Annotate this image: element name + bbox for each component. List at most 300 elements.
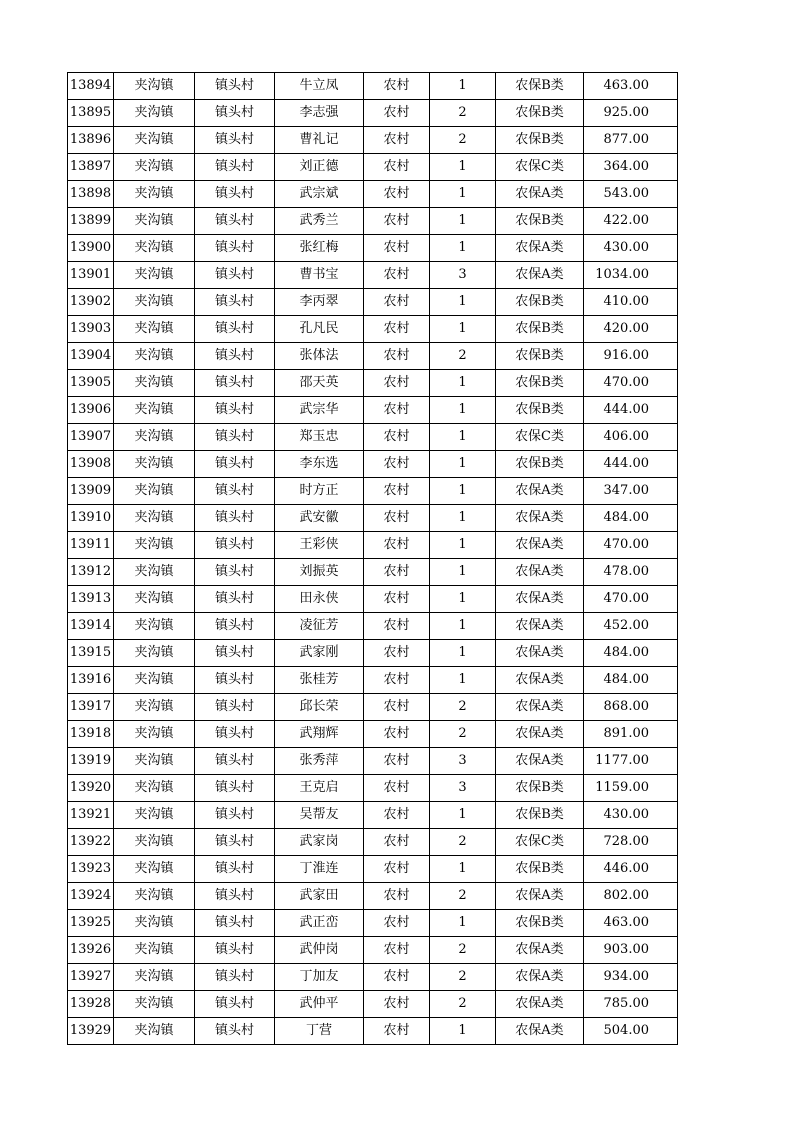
cell-person-name: 曹书宝: [275, 262, 364, 289]
cell-household-type: 农村: [364, 964, 430, 991]
cell-village: 镇头村: [195, 829, 275, 856]
cell-person-name: 邱长荣: [275, 694, 364, 721]
cell-amount: 430.00: [584, 235, 678, 262]
cell-town: 夹沟镇: [114, 829, 195, 856]
cell-record-id: 13927: [68, 964, 114, 991]
cell-person-count: 1: [430, 370, 496, 397]
cell-amount: 802.00: [584, 883, 678, 910]
cell-village: 镇头村: [195, 586, 275, 613]
cell-town: 夹沟镇: [114, 559, 195, 586]
cell-insurance-category: 农保B类: [496, 127, 584, 154]
cell-person-count: 1: [430, 73, 496, 100]
cell-person-count: 1: [430, 532, 496, 559]
cell-record-id: 13928: [68, 991, 114, 1018]
cell-person-count: 2: [430, 343, 496, 370]
cell-insurance-category: 农保A类: [496, 532, 584, 559]
cell-person-name: 孔凡民: [275, 316, 364, 343]
table-row: [68, 208, 678, 235]
cell-person-count: 1: [430, 640, 496, 667]
cell-village: 镇头村: [195, 964, 275, 991]
cell-person-count: 1: [430, 451, 496, 478]
cell-person-count: 2: [430, 964, 496, 991]
cell-person-count: 1: [430, 154, 496, 181]
table-row: [68, 532, 678, 559]
cell-village: 镇头村: [195, 613, 275, 640]
cell-town: 夹沟镇: [114, 397, 195, 424]
table-row: [68, 667, 678, 694]
cell-town: 夹沟镇: [114, 667, 195, 694]
cell-person-name: 武秀兰: [275, 208, 364, 235]
cell-town: 夹沟镇: [114, 748, 195, 775]
cell-amount: 1177.00: [584, 748, 678, 775]
cell-person-count: 3: [430, 775, 496, 802]
cell-amount: 446.00: [584, 856, 678, 883]
table-row: [68, 73, 678, 100]
cell-record-id: 13925: [68, 910, 114, 937]
cell-household-type: 农村: [364, 370, 430, 397]
cell-record-id: 13907: [68, 424, 114, 451]
cell-village: 镇头村: [195, 424, 275, 451]
cell-insurance-category: 农保A类: [496, 883, 584, 910]
cell-person-count: 1: [430, 1018, 496, 1045]
cell-town: 夹沟镇: [114, 451, 195, 478]
table-row: [68, 316, 678, 343]
table-row: [68, 937, 678, 964]
cell-amount: 728.00: [584, 829, 678, 856]
cell-record-id: 13909: [68, 478, 114, 505]
cell-household-type: 农村: [364, 559, 430, 586]
cell-record-id: 13911: [68, 532, 114, 559]
cell-household-type: 农村: [364, 586, 430, 613]
cell-village: 镇头村: [195, 478, 275, 505]
cell-insurance-category: 农保A类: [496, 478, 584, 505]
cell-town: 夹沟镇: [114, 235, 195, 262]
cell-insurance-category: 农保A类: [496, 964, 584, 991]
cell-person-name: 曹礼记: [275, 127, 364, 154]
cell-person-name: 武家刚: [275, 640, 364, 667]
cell-town: 夹沟镇: [114, 694, 195, 721]
cell-insurance-category: 农保A类: [496, 640, 584, 667]
cell-household-type: 农村: [364, 181, 430, 208]
cell-person-count: 2: [430, 829, 496, 856]
cell-person-name: 张秀萍: [275, 748, 364, 775]
cell-insurance-category: 农保B类: [496, 100, 584, 127]
cell-town: 夹沟镇: [114, 721, 195, 748]
cell-town: 夹沟镇: [114, 883, 195, 910]
cell-record-id: 13898: [68, 181, 114, 208]
table-row: [68, 343, 678, 370]
cell-person-name: 王克启: [275, 775, 364, 802]
cell-household-type: 农村: [364, 694, 430, 721]
table-row: [68, 829, 678, 856]
cell-household-type: 农村: [364, 1018, 430, 1045]
cell-village: 镇头村: [195, 883, 275, 910]
cell-insurance-category: 农保C类: [496, 424, 584, 451]
cell-record-id: 13910: [68, 505, 114, 532]
cell-village: 镇头村: [195, 1018, 275, 1045]
cell-person-count: 1: [430, 613, 496, 640]
cell-person-count: 1: [430, 586, 496, 613]
cell-town: 夹沟镇: [114, 370, 195, 397]
cell-town: 夹沟镇: [114, 964, 195, 991]
cell-insurance-category: 农保A类: [496, 613, 584, 640]
table-row: [68, 397, 678, 424]
cell-town: 夹沟镇: [114, 937, 195, 964]
cell-household-type: 农村: [364, 883, 430, 910]
cell-insurance-category: 农保A类: [496, 991, 584, 1018]
cell-town: 夹沟镇: [114, 127, 195, 154]
data-table: [67, 72, 678, 1045]
cell-person-count: 1: [430, 397, 496, 424]
cell-household-type: 农村: [364, 154, 430, 181]
cell-person-name: 邵天英: [275, 370, 364, 397]
cell-amount: 470.00: [584, 586, 678, 613]
cell-record-id: 13918: [68, 721, 114, 748]
cell-record-id: 13914: [68, 613, 114, 640]
cell-person-name: 武仲岗: [275, 937, 364, 964]
cell-village: 镇头村: [195, 640, 275, 667]
cell-person-name: 张体法: [275, 343, 364, 370]
table-row: [68, 802, 678, 829]
cell-household-type: 农村: [364, 316, 430, 343]
cell-person-count: 1: [430, 667, 496, 694]
cell-village: 镇头村: [195, 937, 275, 964]
cell-village: 镇头村: [195, 208, 275, 235]
cell-amount: 934.00: [584, 964, 678, 991]
cell-person-name: 时方正: [275, 478, 364, 505]
cell-insurance-category: 农保A类: [496, 181, 584, 208]
cell-amount: 422.00: [584, 208, 678, 235]
cell-town: 夹沟镇: [114, 262, 195, 289]
cell-household-type: 农村: [364, 829, 430, 856]
cell-insurance-category: 农保A类: [496, 694, 584, 721]
cell-person-name: 李志强: [275, 100, 364, 127]
cell-insurance-category: 农保C类: [496, 154, 584, 181]
cell-village: 镇头村: [195, 505, 275, 532]
cell-insurance-category: 农保B类: [496, 208, 584, 235]
cell-person-name: 武翔辉: [275, 721, 364, 748]
cell-town: 夹沟镇: [114, 640, 195, 667]
cell-record-id: 13906: [68, 397, 114, 424]
cell-record-id: 13908: [68, 451, 114, 478]
cell-record-id: 13926: [68, 937, 114, 964]
cell-town: 夹沟镇: [114, 775, 195, 802]
cell-town: 夹沟镇: [114, 910, 195, 937]
cell-record-id: 13916: [68, 667, 114, 694]
cell-person-count: 2: [430, 991, 496, 1018]
cell-record-id: 13901: [68, 262, 114, 289]
cell-person-name: 李东选: [275, 451, 364, 478]
cell-amount: 478.00: [584, 559, 678, 586]
cell-insurance-category: 农保A类: [496, 559, 584, 586]
cell-household-type: 农村: [364, 127, 430, 154]
cell-town: 夹沟镇: [114, 100, 195, 127]
cell-household-type: 农村: [364, 100, 430, 127]
cell-town: 夹沟镇: [114, 505, 195, 532]
cell-insurance-category: 农保A类: [496, 748, 584, 775]
cell-household-type: 农村: [364, 208, 430, 235]
cell-household-type: 农村: [364, 667, 430, 694]
cell-person-name: 牛立凤: [275, 73, 364, 100]
cell-person-name: 凌征芳: [275, 613, 364, 640]
cell-insurance-category: 农保B类: [496, 397, 584, 424]
cell-village: 镇头村: [195, 775, 275, 802]
cell-town: 夹沟镇: [114, 316, 195, 343]
cell-person-name: 张红梅: [275, 235, 364, 262]
cell-town: 夹沟镇: [114, 991, 195, 1018]
cell-household-type: 农村: [364, 73, 430, 100]
cell-village: 镇头村: [195, 748, 275, 775]
table-row: [68, 1018, 678, 1045]
cell-household-type: 农村: [364, 235, 430, 262]
cell-amount: 1034.00: [584, 262, 678, 289]
cell-record-id: 13900: [68, 235, 114, 262]
cell-person-name: 郑玉忠: [275, 424, 364, 451]
table-row: [68, 505, 678, 532]
cell-insurance-category: 农保B类: [496, 316, 584, 343]
cell-village: 镇头村: [195, 262, 275, 289]
cell-amount: 543.00: [584, 181, 678, 208]
cell-household-type: 农村: [364, 748, 430, 775]
cell-town: 夹沟镇: [114, 208, 195, 235]
cell-household-type: 农村: [364, 478, 430, 505]
cell-amount: 484.00: [584, 667, 678, 694]
cell-person-count: 2: [430, 937, 496, 964]
cell-insurance-category: 农保B类: [496, 910, 584, 937]
cell-household-type: 农村: [364, 721, 430, 748]
cell-amount: 470.00: [584, 370, 678, 397]
cell-person-name: 丁加友: [275, 964, 364, 991]
cell-record-id: 13895: [68, 100, 114, 127]
cell-record-id: 13913: [68, 586, 114, 613]
table-row: [68, 856, 678, 883]
cell-household-type: 农村: [364, 532, 430, 559]
cell-person-count: 1: [430, 208, 496, 235]
cell-record-id: 13929: [68, 1018, 114, 1045]
cell-amount: 463.00: [584, 73, 678, 100]
cell-insurance-category: 农保B类: [496, 775, 584, 802]
cell-insurance-category: 农保B类: [496, 856, 584, 883]
cell-town: 夹沟镇: [114, 532, 195, 559]
cell-insurance-category: 农保A类: [496, 721, 584, 748]
cell-household-type: 农村: [364, 397, 430, 424]
cell-record-id: 13894: [68, 73, 114, 100]
cell-record-id: 13899: [68, 208, 114, 235]
cell-person-name: 武正峦: [275, 910, 364, 937]
cell-amount: 470.00: [584, 532, 678, 559]
cell-person-name: 刘振英: [275, 559, 364, 586]
table-row: [68, 721, 678, 748]
cell-household-type: 农村: [364, 775, 430, 802]
cell-insurance-category: 农保A类: [496, 937, 584, 964]
cell-amount: 444.00: [584, 397, 678, 424]
cell-record-id: 13902: [68, 289, 114, 316]
cell-record-id: 13903: [68, 316, 114, 343]
cell-amount: 364.00: [584, 154, 678, 181]
cell-village: 镇头村: [195, 451, 275, 478]
cell-person-name: 张桂芳: [275, 667, 364, 694]
table-row: [68, 451, 678, 478]
cell-insurance-category: 农保B类: [496, 370, 584, 397]
cell-town: 夹沟镇: [114, 586, 195, 613]
cell-person-count: 1: [430, 478, 496, 505]
cell-household-type: 农村: [364, 505, 430, 532]
cell-person-name: 武宗斌: [275, 181, 364, 208]
cell-amount: 347.00: [584, 478, 678, 505]
cell-insurance-category: 农保B类: [496, 343, 584, 370]
cell-amount: 452.00: [584, 613, 678, 640]
table-row: [68, 991, 678, 1018]
cell-town: 夹沟镇: [114, 613, 195, 640]
cell-village: 镇头村: [195, 73, 275, 100]
cell-person-name: 李丙翠: [275, 289, 364, 316]
cell-record-id: 13912: [68, 559, 114, 586]
cell-amount: 891.00: [584, 721, 678, 748]
table-row: [68, 559, 678, 586]
cell-town: 夹沟镇: [114, 289, 195, 316]
table-row: [68, 478, 678, 505]
cell-amount: 504.00: [584, 1018, 678, 1045]
cell-record-id: 13905: [68, 370, 114, 397]
cell-record-id: 13923: [68, 856, 114, 883]
cell-town: 夹沟镇: [114, 424, 195, 451]
cell-town: 夹沟镇: [114, 181, 195, 208]
cell-person-count: 2: [430, 100, 496, 127]
cell-village: 镇头村: [195, 721, 275, 748]
cell-village: 镇头村: [195, 343, 275, 370]
table-row: [68, 154, 678, 181]
cell-amount: 406.00: [584, 424, 678, 451]
cell-town: 夹沟镇: [114, 478, 195, 505]
cell-village: 镇头村: [195, 910, 275, 937]
cell-person-name: 吴帮友: [275, 802, 364, 829]
cell-amount: 925.00: [584, 100, 678, 127]
table-row: [68, 262, 678, 289]
cell-amount: 484.00: [584, 640, 678, 667]
cell-person-count: 1: [430, 856, 496, 883]
cell-person-name: 武宗华: [275, 397, 364, 424]
cell-village: 镇头村: [195, 559, 275, 586]
cell-amount: 1159.00: [584, 775, 678, 802]
table-row: [68, 424, 678, 451]
cell-record-id: 13924: [68, 883, 114, 910]
cell-record-id: 13915: [68, 640, 114, 667]
cell-household-type: 农村: [364, 262, 430, 289]
cell-person-name: 王彩侠: [275, 532, 364, 559]
cell-person-count: 2: [430, 694, 496, 721]
cell-insurance-category: 农保B类: [496, 802, 584, 829]
cell-person-count: 1: [430, 235, 496, 262]
cell-person-name: 田永侠: [275, 586, 364, 613]
cell-village: 镇头村: [195, 100, 275, 127]
cell-village: 镇头村: [195, 397, 275, 424]
table-row: [68, 775, 678, 802]
cell-person-count: 1: [430, 559, 496, 586]
cell-household-type: 农村: [364, 856, 430, 883]
cell-person-count: 1: [430, 289, 496, 316]
cell-person-name: 丁营: [275, 1018, 364, 1045]
cell-insurance-category: 农保A类: [496, 586, 584, 613]
cell-town: 夹沟镇: [114, 802, 195, 829]
cell-household-type: 农村: [364, 424, 430, 451]
table-row: [68, 586, 678, 613]
cell-village: 镇头村: [195, 181, 275, 208]
cell-insurance-category: 农保B类: [496, 451, 584, 478]
cell-person-name: 武安徽: [275, 505, 364, 532]
table-row: [68, 181, 678, 208]
table-row: [68, 613, 678, 640]
table-row: [68, 100, 678, 127]
cell-record-id: 13904: [68, 343, 114, 370]
cell-town: 夹沟镇: [114, 856, 195, 883]
cell-insurance-category: 农保B类: [496, 289, 584, 316]
cell-person-count: 1: [430, 181, 496, 208]
cell-village: 镇头村: [195, 235, 275, 262]
table-row: [68, 910, 678, 937]
cell-person-name: 刘正德: [275, 154, 364, 181]
cell-amount: 916.00: [584, 343, 678, 370]
cell-person-count: 1: [430, 316, 496, 343]
cell-household-type: 农村: [364, 910, 430, 937]
cell-person-name: 武家岗: [275, 829, 364, 856]
cell-village: 镇头村: [195, 316, 275, 343]
cell-village: 镇头村: [195, 802, 275, 829]
cell-person-count: 2: [430, 721, 496, 748]
cell-insurance-category: 农保C类: [496, 829, 584, 856]
cell-village: 镇头村: [195, 532, 275, 559]
cell-village: 镇头村: [195, 667, 275, 694]
table-row: [68, 640, 678, 667]
cell-record-id: 13896: [68, 127, 114, 154]
table-row: [68, 694, 678, 721]
cell-person-count: 1: [430, 802, 496, 829]
cell-household-type: 农村: [364, 289, 430, 316]
cell-amount: 463.00: [584, 910, 678, 937]
cell-household-type: 农村: [364, 991, 430, 1018]
cell-village: 镇头村: [195, 694, 275, 721]
cell-town: 夹沟镇: [114, 1018, 195, 1045]
cell-insurance-category: 农保A类: [496, 235, 584, 262]
cell-person-count: 1: [430, 505, 496, 532]
cell-person-name: 武仲平: [275, 991, 364, 1018]
cell-record-id: 13921: [68, 802, 114, 829]
cell-household-type: 农村: [364, 802, 430, 829]
cell-household-type: 农村: [364, 640, 430, 667]
cell-town: 夹沟镇: [114, 73, 195, 100]
cell-amount: 430.00: [584, 802, 678, 829]
cell-town: 夹沟镇: [114, 343, 195, 370]
cell-amount: 785.00: [584, 991, 678, 1018]
cell-household-type: 农村: [364, 613, 430, 640]
cell-amount: 484.00: [584, 505, 678, 532]
cell-village: 镇头村: [195, 370, 275, 397]
cell-insurance-category: 农保A类: [496, 1018, 584, 1045]
table-row: [68, 289, 678, 316]
cell-person-count: 2: [430, 127, 496, 154]
cell-record-id: 13920: [68, 775, 114, 802]
cell-village: 镇头村: [195, 127, 275, 154]
cell-household-type: 农村: [364, 343, 430, 370]
cell-person-count: 1: [430, 424, 496, 451]
cell-household-type: 农村: [364, 937, 430, 964]
cell-record-id: 13917: [68, 694, 114, 721]
table-row: [68, 883, 678, 910]
cell-amount: 410.00: [584, 289, 678, 316]
table-row: [68, 964, 678, 991]
table-row: [68, 127, 678, 154]
table-row: [68, 370, 678, 397]
cell-amount: 420.00: [584, 316, 678, 343]
